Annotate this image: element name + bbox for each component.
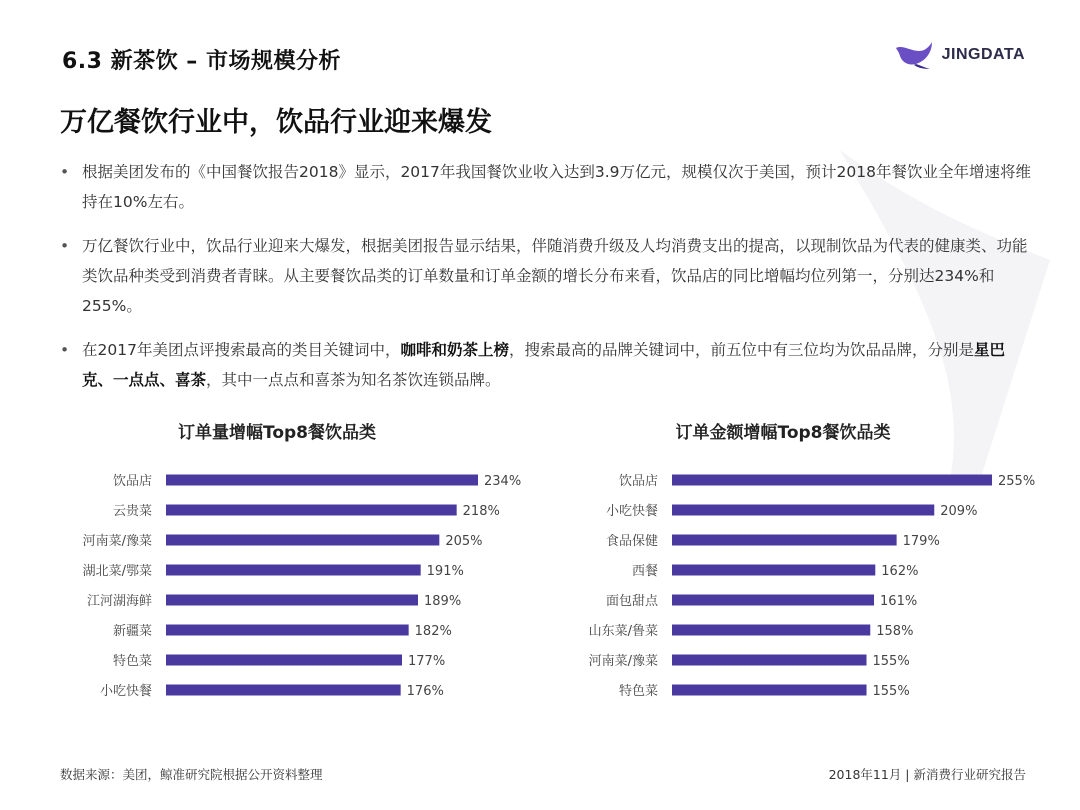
value-label: 234% — [484, 474, 522, 489]
value-label: 218% — [462, 504, 500, 519]
whale-icon — [894, 40, 934, 70]
bar — [166, 505, 457, 516]
bullet-list — [56, 157, 1031, 409]
bar — [166, 565, 421, 576]
bullet-emphasis: 咖啡和奶茶上榜 — [400, 341, 509, 359]
value-label: 176% — [406, 684, 444, 699]
value-label: 182% — [414, 624, 452, 639]
bullet-text: ，搜索最高的品牌关键词中，前五位中有三位均为饮品品牌，分别是 — [508, 341, 974, 359]
bar — [166, 685, 401, 696]
value-label: 177% — [408, 654, 446, 669]
category-label: 小吃快餐 — [605, 504, 658, 519]
bullet-dot: • — [60, 163, 70, 181]
category-label: 湖北菜/鄂菜 — [82, 564, 152, 579]
order-amount-bar-chart — [548, 458, 1036, 718]
value-label: 255% — [998, 474, 1036, 489]
category-label: 西餐 — [631, 564, 658, 579]
bullet-text: 万亿餐饮行业中，饮品行业迎来大爆发，根据美团报告显示结果，伴随消费升级及人均消费支出的提高，以现制饮品为代表的健康类、功能类饮品种类受到消费者青睐。从主要餐饮品类的订单数量和订单金额的增长分布来看，饮品店的同比增幅均位列第一，分别达234%和255%。 — [82, 237, 1028, 315]
category-label: 小吃快餐 — [99, 684, 152, 699]
bar — [166, 535, 439, 546]
data-source-note: 数据来源：美团，鲸准研究院根据公开资料整理 — [60, 767, 323, 782]
category-label: 河南菜/豫菜 — [82, 534, 152, 549]
order-volume-chart — [42, 418, 522, 718]
bar — [672, 595, 874, 606]
value-label: 209% — [940, 504, 978, 519]
bar — [166, 475, 478, 486]
chart-title: 订单量增幅Top8餐饮品类 — [177, 423, 376, 443]
category-label: 河南菜/豫菜 — [588, 654, 658, 669]
bar — [672, 475, 992, 486]
bar — [672, 685, 867, 696]
bar — [166, 625, 409, 636]
page-headline: 万亿餐饮行业中，饮品行业迎来爆发 — [60, 107, 492, 138]
value-label: 155% — [872, 654, 910, 669]
value-label: 205% — [445, 534, 483, 549]
bullet-item — [56, 335, 1031, 395]
category-label: 特色菜 — [112, 654, 152, 669]
bar — [672, 625, 870, 636]
category-label: 江河湖海鲜 — [86, 594, 152, 609]
section-title: 6.3 新茶饮 – 市场规模分析 — [62, 49, 341, 74]
bar — [672, 565, 875, 576]
category-label: 食品保健 — [605, 534, 658, 549]
bar — [672, 655, 867, 666]
category-label: 特色菜 — [618, 684, 658, 699]
value-label: 179% — [902, 534, 940, 549]
bar — [672, 535, 897, 546]
value-label: 162% — [881, 564, 919, 579]
bullet-emphasis: 星巴克、一点点、喜茶 — [82, 341, 1005, 389]
order-volume-bar-chart — [42, 458, 522, 718]
category-label: 面包甜点 — [605, 594, 658, 609]
chart-title: 订单金额增幅Top8餐饮品类 — [675, 423, 891, 443]
value-label: 158% — [876, 624, 914, 639]
value-label: 191% — [426, 564, 464, 579]
bullet-text: 在2017年美团点评搜索最高的类目关键词中， — [82, 341, 401, 359]
value-label: 161% — [880, 594, 918, 609]
value-label: 189% — [424, 594, 462, 609]
bullet-dot: • — [60, 237, 70, 255]
category-label: 饮品店 — [112, 474, 152, 489]
value-label: 155% — [872, 684, 910, 699]
bar — [166, 655, 402, 666]
logo-text: JINGDATA — [941, 46, 1025, 63]
category-label: 山东菜/鲁菜 — [588, 624, 658, 639]
category-label: 新疆菜 — [112, 624, 152, 639]
bullet-item — [56, 157, 1031, 217]
bullet-dot: • — [60, 341, 70, 359]
bullet-item — [56, 231, 1031, 321]
jingdata-logo — [894, 40, 1025, 70]
bar — [672, 505, 934, 516]
order-amount-chart — [548, 418, 1036, 718]
category-label: 云贵菜 — [112, 504, 152, 519]
report-date-label: 2018年11月 | 新消费行业研究报告 — [828, 767, 1026, 782]
category-label: 饮品店 — [618, 474, 658, 489]
bullet-text: 根据美团发布的《中国餐饮报告2018》显示，2017年我国餐饮业收入达到3.9万亿元，规模仅次于美国，预计2018年餐饮业全年增速将维持在10%左右。 — [82, 163, 1031, 211]
bullet-text: ，其中一点点和喜茶为知名茶饮连锁品牌。 — [206, 371, 501, 389]
bar — [166, 595, 418, 606]
